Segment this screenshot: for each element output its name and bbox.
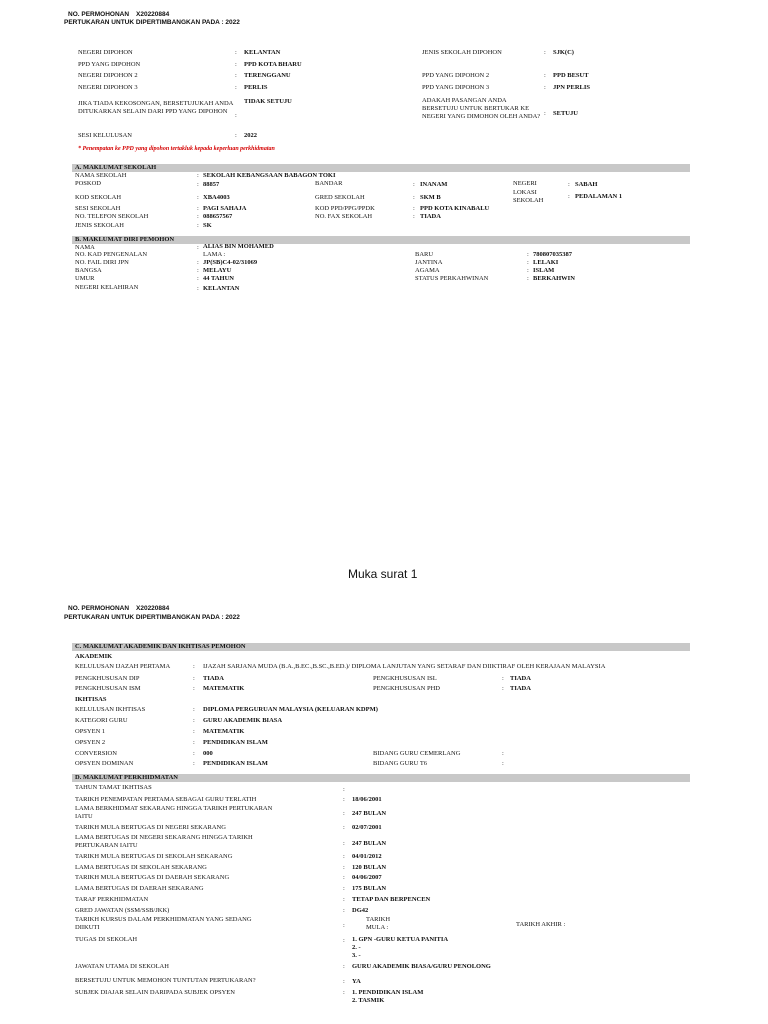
value-gred-jawatan: DG42 <box>352 907 369 914</box>
label-lama-bertugas-daerah: LAMA BERTUGAS DI DAERAH SEKARANG <box>75 885 204 892</box>
page-title: PERTUKARAN UNTUK DIPERTIMBANGKAN PADA : 2022 <box>64 19 240 26</box>
colon: : <box>235 132 237 139</box>
colon: : <box>193 728 195 735</box>
label-gred-jawatan: GRED JAWATAN (SSM/SSB/JKK) <box>75 907 170 914</box>
value-lama-bertugas-sekolah: 120 BULAN <box>352 864 387 871</box>
value-tarikh-mula-daerah: 04/06/2007 <box>352 874 382 881</box>
label-taraf-perkhidmatan: TARAF PERKHIDMATAN <box>75 896 149 903</box>
colon: : <box>343 786 345 793</box>
page-title: PERTUKARAN UNTUK DIPERTIMBANGKAN PADA : 2022 <box>64 614 240 621</box>
label-ppd-dipohon-3: PPD YANG DIPOHON 3 <box>422 84 490 91</box>
value-kekosongan: TIDAK SETUJU <box>244 98 292 105</box>
colon: : <box>193 706 195 713</box>
value-bangsa: MELAYU <box>203 267 232 274</box>
value-no-telefon: 088657567 <box>203 213 233 220</box>
label-sesi-sekolah: SESI SEKOLAH <box>75 205 121 212</box>
label-gred-sekolah: GRED SEKOLAH <box>315 194 365 201</box>
label-pengkhususan-ism: PENGKHUSUSAN ISM <box>75 685 141 692</box>
subjek-item-2: 2. TASMIK <box>352 997 385 1004</box>
colon: : <box>343 874 345 881</box>
label-kekosongan: JIKA TIADA KEKOSONGAN, BERSETUJUKAH ANDA DITUKARKAN SELAIN DARI PPD YANG DIPOHON <box>78 100 233 115</box>
label-fail-diri: NO. FAIL DIRI JPN <box>75 259 129 266</box>
colon: : <box>343 896 345 903</box>
label-negeri-dipohon-3: NEGERI DIPOHON 3 <box>78 84 138 91</box>
value-lama-bertugas-daerah: 175 BULAN <box>352 885 387 892</box>
label-pengkhususan-isl: PENGKHUSUSAN ISL <box>373 675 437 682</box>
label-opsyen-2: OPSYEN 2 <box>75 739 106 746</box>
value-kelulusan-ikhtisas: DIPLOMA PERGURUAN MALAYSIA (KELUARAN KDPM) <box>203 706 378 713</box>
label-kod-ppd: KOD PPD/PPG/PPDK <box>315 205 375 212</box>
value-opsyen-2: PENDIDIKAN ISLAM <box>203 739 268 746</box>
label-lama-bertugas-sekolah: LAMA BERTUGAS DI SEKOLAH SEKARANG <box>75 864 207 871</box>
colon: : <box>193 717 195 724</box>
section-a-title: A. MAKLUMAT SEKOLAH <box>75 164 157 171</box>
colon: : <box>502 750 504 757</box>
application-number: X20220884 <box>136 11 170 18</box>
label-bandar: BANDAR <box>315 180 343 187</box>
colon: : <box>343 824 345 831</box>
value-kod-sekolah: XBA4003 <box>203 194 230 201</box>
colon: : <box>193 750 195 757</box>
label-tahun-tamat-ikhtisas: TAHUN TAMAT IKHTISAS <box>75 784 152 791</box>
label-no-fax: NO. FAX SEKOLAH <box>315 213 373 220</box>
section-c-title: C. MAKLUMAT AKADEMIK DAN IKHTISAS PEMOHON <box>75 643 246 650</box>
value-kategori-guru: GURU AKADEMIK BIASA <box>203 717 283 724</box>
value-negeri: SABAH <box>575 181 598 188</box>
placement-note: * Penempatan ke PPD yang dipohon tertakluk kepada keperluan perkhidmatan <box>78 146 275 152</box>
subheading-ikhtisas: IKHTISAS <box>75 696 107 703</box>
colon: : <box>193 739 195 746</box>
label-poskod: POSKOD <box>75 180 102 187</box>
colon: : <box>527 267 529 274</box>
value-lama-berkhidmat: 247 BULAN <box>352 810 387 817</box>
label-ppd-dipohon: PPD YANG DIPOHON <box>78 61 141 68</box>
colon: : <box>193 663 195 670</box>
label-lokasi-sekolah: LOKASI SEKOLAH <box>513 189 544 204</box>
colon: : <box>544 49 546 56</box>
value-sesi-sekolah: PAGI SAHAJA <box>203 205 247 212</box>
colon: : <box>343 989 345 996</box>
value-negeri-dipohon: KELANTAN <box>244 49 281 56</box>
colon: : <box>197 244 199 251</box>
colon: : <box>527 259 529 266</box>
value-bersetuju-tuntutan: YA <box>352 978 361 985</box>
section-d-title: D. MAKLUMAT PERKHIDMATAN <box>75 774 178 781</box>
colon: : <box>235 72 237 79</box>
label-nama-sekolah: NAMA SEKOLAH <box>75 172 127 179</box>
label-sesi-kelulusan: SESI KELULUSAN <box>78 132 132 139</box>
colon: : <box>193 760 195 767</box>
value-opsyen-dominan: PENDIDIKAN ISLAM <box>203 760 268 767</box>
colon: : <box>343 864 345 871</box>
value-status-perkahwinan: BERKAHWIN <box>533 275 575 282</box>
label-bidang-guru-t6: BIDANG GURU T6 <box>373 760 428 767</box>
label-agama: AGAMA <box>415 267 440 274</box>
value-negeri-kelahiran: KELANTAN <box>203 285 240 292</box>
value-conversion: 000 <box>203 750 213 757</box>
value-lokasi-sekolah: PEDALAMAN 1 <box>575 193 623 200</box>
value-opsyen-1: MATEMATIK <box>203 728 245 735</box>
label-tarikh-mula: TARIKH MULA : <box>366 916 391 931</box>
colon: : <box>413 213 415 220</box>
colon: : <box>413 181 415 188</box>
value-lama-bertugas-negeri: 247 BULAN <box>352 840 387 847</box>
colon: : <box>235 49 237 56</box>
label-bidang-guru-cemerlang: BIDANG GURU CEMERLANG <box>373 750 461 757</box>
label-tarikh-akhir: TARIKH AKHIR : <box>516 921 566 928</box>
colon: : <box>197 222 199 229</box>
label-kad-pengenalan: NO. KAD PENGENALAN <box>75 251 148 258</box>
label-negeri-dipohon: NEGERI DIPOHON <box>78 49 133 56</box>
colon: : <box>568 193 570 200</box>
label-negeri-dipohon-2: NEGERI DIPOHON 2 <box>78 72 138 79</box>
colon: : <box>568 181 570 188</box>
colon: : <box>544 84 546 91</box>
colon: : <box>343 885 345 892</box>
colon: : <box>197 267 199 274</box>
label-status-perkahwinan: STATUS PERKAHWINAN <box>415 275 489 282</box>
value-pengkhususan-phd: TIADA <box>510 685 531 692</box>
application-number: X20220884 <box>136 605 170 612</box>
value-pasangan: SETUJU <box>553 110 578 117</box>
label-jenis-sekolah-dipohon: JENIS SEKOLAH DIPOHON <box>422 49 502 56</box>
value-pengkhususan-isl: TIADA <box>510 675 531 682</box>
colon: : <box>235 84 237 91</box>
colon: : <box>343 978 345 985</box>
colon: : <box>193 685 195 692</box>
colon: : <box>197 172 199 179</box>
value-nama: ALIAS BIN MOHAMED <box>203 243 274 250</box>
colon: : <box>343 796 345 803</box>
value-ic-baru: 780807035387 <box>533 251 572 258</box>
colon: : <box>527 275 529 282</box>
value-no-fax: TIADA <box>420 213 441 220</box>
section-a-header-bar <box>72 164 690 172</box>
colon: : <box>343 840 345 847</box>
colon: : <box>502 685 504 692</box>
label-tarikh-mula-negeri: TARIKH MULA BERTUGAS DI NEGERI SEKARANG <box>75 824 226 831</box>
value-ijazah: IJAZAH SARJANA MUDA (B.A.,B.EC.,B.SC.,B.ED.)/ DIPLOMA LANJUTAN YANG SETARAF DAN DIIKTIRAF OLEH KERAJAAN MALAYSIA <box>203 663 606 670</box>
label-lama-berkhidmat: LAMA BERKHIDMAT SEKARANG HINGGA TARIKH PERTUKARAN IAITU <box>75 805 273 820</box>
value-jenis-sekolah: SK <box>203 222 212 229</box>
value-nama-sekolah: SEKOLAH KEBANGSAAN BABAGON TOKI <box>203 172 336 179</box>
page-number: Muka surat 1 <box>348 567 418 581</box>
label-jantina: JANTINA <box>415 259 443 266</box>
label-ic-lama: LAMA : <box>203 251 226 258</box>
label-no-telefon: NO. TELEFON SEKOLAH <box>75 213 149 220</box>
label-umur: UMUR <box>75 275 95 282</box>
value-poskod: 88857 <box>203 181 220 188</box>
colon: : <box>502 760 504 767</box>
tugas-item-2: 2. - <box>352 944 361 951</box>
application-number-label: NO. PERMOHONAN <box>68 11 130 18</box>
value-sesi-kelulusan: 2022 <box>244 132 257 139</box>
colon: : <box>343 907 345 914</box>
value-jenis-sekolah-dipohon: SJK(C) <box>553 49 574 56</box>
colon: : <box>343 937 345 944</box>
colon: : <box>527 251 529 258</box>
colon: : <box>197 275 199 282</box>
colon: : <box>235 61 237 68</box>
label-ijazah: KELULUSAN IJAZAH PERTAMA <box>75 663 171 670</box>
section-b-title: B. MAKLUMAT DIRI PEMOHON <box>75 236 175 243</box>
value-pengkhususan-ism: MATEMATIK <box>203 685 245 692</box>
value-tarikh-mula-sekolah: 04/01/2012 <box>352 853 382 860</box>
label-negeri: NEGERI <box>513 180 537 187</box>
value-tarikh-mula-negeri: 02/07/2001 <box>352 824 382 831</box>
label-jawatan-utama: JAWATAN UTAMA DI SEKOLAH <box>75 963 169 970</box>
value-fail-diri: JP(SB)C4-02/31069 <box>203 259 258 266</box>
label-conversion: CONVERSION <box>75 750 117 757</box>
label-pengkhususan-dip: PENGKHUSUSAN DIP <box>75 675 140 682</box>
label-opsyen-1: OPSYEN 1 <box>75 728 106 735</box>
subheading-akademik: AKADEMIK <box>75 653 113 660</box>
value-negeri-dipohon-2: TERENGGANU <box>244 72 291 79</box>
colon: : <box>197 259 199 266</box>
colon: : <box>235 112 237 119</box>
tugas-item-1: 1. GPN -GURU KETUA PANITIA <box>352 936 449 943</box>
label-bersetuju-tuntutan: BERSETUJU UNTUK MEMOHON TUNTUTAN PERTUKARAN? <box>75 977 256 984</box>
label-kelulusan-ikhtisas: KELULUSAN IKHTISAS <box>75 706 146 713</box>
label-tarikh-penempatan-pertama: TARIKH PENEMPATAN PERTAMA SEBAGAI GURU TERLATIH <box>75 796 257 803</box>
colon: : <box>343 922 345 929</box>
label-pasangan: ADAKAH PASANGAN ANDA BERSETUJU UNTUK BERTUKAR KE NEGERI YANG DIMOHON OLEH ANDA? <box>422 97 541 120</box>
colon: : <box>197 205 199 212</box>
colon: : <box>544 72 546 79</box>
value-umur: 44 TAHUN <box>203 275 234 282</box>
value-bandar: INANAM <box>420 181 448 188</box>
value-agama: ISLAM <box>533 267 555 274</box>
colon: : <box>197 285 199 292</box>
colon: : <box>502 675 504 682</box>
value-kod-ppd: PPD KOTA KINABALU <box>420 205 490 212</box>
colon: : <box>343 963 345 970</box>
value-pengkhususan-dip: TIADA <box>203 675 224 682</box>
value-negeri-dipohon-3: PERLIS <box>244 84 268 91</box>
value-tarikh-penempatan-pertama: 18/06/2001 <box>352 796 382 803</box>
label-kod-sekolah: KOD SEKOLAH <box>75 194 122 201</box>
colon: : <box>544 110 546 117</box>
value-ppd-dipohon-3: JPN PERLIS <box>553 84 591 91</box>
application-number-label: NO. PERMOHONAN <box>68 605 130 612</box>
value-gred-sekolah: SKM B <box>420 194 441 201</box>
value-ppd-dipohon-2: PPD BESUT <box>553 72 589 79</box>
label-pengkhususan-phd: PENGKHUSUSAN PHD <box>373 685 440 692</box>
colon: : <box>343 810 345 817</box>
label-tugas-di-sekolah: TUGAS DI SEKOLAH <box>75 936 138 943</box>
label-kategori-guru: KATEGORI GURU <box>75 717 128 724</box>
label-jenis-sekolah: JENIS SEKOLAH <box>75 222 124 229</box>
tugas-item-3: 3. - <box>352 952 361 959</box>
label-subjek-diajar: SUBJEK DIAJAR SELAIN DARIPADA SUBJEK OPSYEN <box>75 989 235 996</box>
value-taraf-perkhidmatan: TETAP DAN BERPENCEN <box>352 896 431 903</box>
value-jantina: LELAKI <box>533 259 559 266</box>
colon: : <box>343 853 345 860</box>
value-ppd-dipohon: PPD KOTA BHARU <box>244 61 302 68</box>
colon: : <box>413 205 415 212</box>
label-tarikh-mula-daerah: TARIKH MULA BERTUGAS DI DAERAH SEKARANG <box>75 874 230 881</box>
label-lama-bertugas-negeri: LAMA BERTUGAS DI NEGERI SEKARANG HINGGA TARIKH PERTUKARAN IAITU <box>75 834 253 849</box>
label-opsyen-dominan: OPSYEN DOMINAN <box>75 760 134 767</box>
value-jawatan-utama: GURU AKADEMIK BIASA/GURU PENOLONG <box>352 963 491 970</box>
label-nama: NAMA <box>75 244 95 251</box>
colon: : <box>197 194 199 201</box>
label-negeri-kelahiran: NEGERI KELAHIRAN <box>75 284 139 291</box>
label-ic-baru: BARU <box>415 251 434 258</box>
colon: : <box>197 213 199 220</box>
colon: : <box>413 194 415 201</box>
label-tarikh-kursus: TARIKH KURSUS DALAM PERKHIDMATAN YANG SEDANG DIIKUTI <box>75 916 252 931</box>
colon: : <box>193 675 195 682</box>
label-ppd-dipohon-2: PPD YANG DIPOHON 2 <box>422 72 490 79</box>
subjek-item-1: 1. PENDIDIKAN ISLAM <box>352 989 424 996</box>
label-tarikh-mula-sekolah: TARIKH MULA BERTUGAS DI SEKOLAH SEKARANG <box>75 853 233 860</box>
label-bangsa: BANGSA <box>75 267 102 274</box>
colon: : <box>197 181 199 188</box>
